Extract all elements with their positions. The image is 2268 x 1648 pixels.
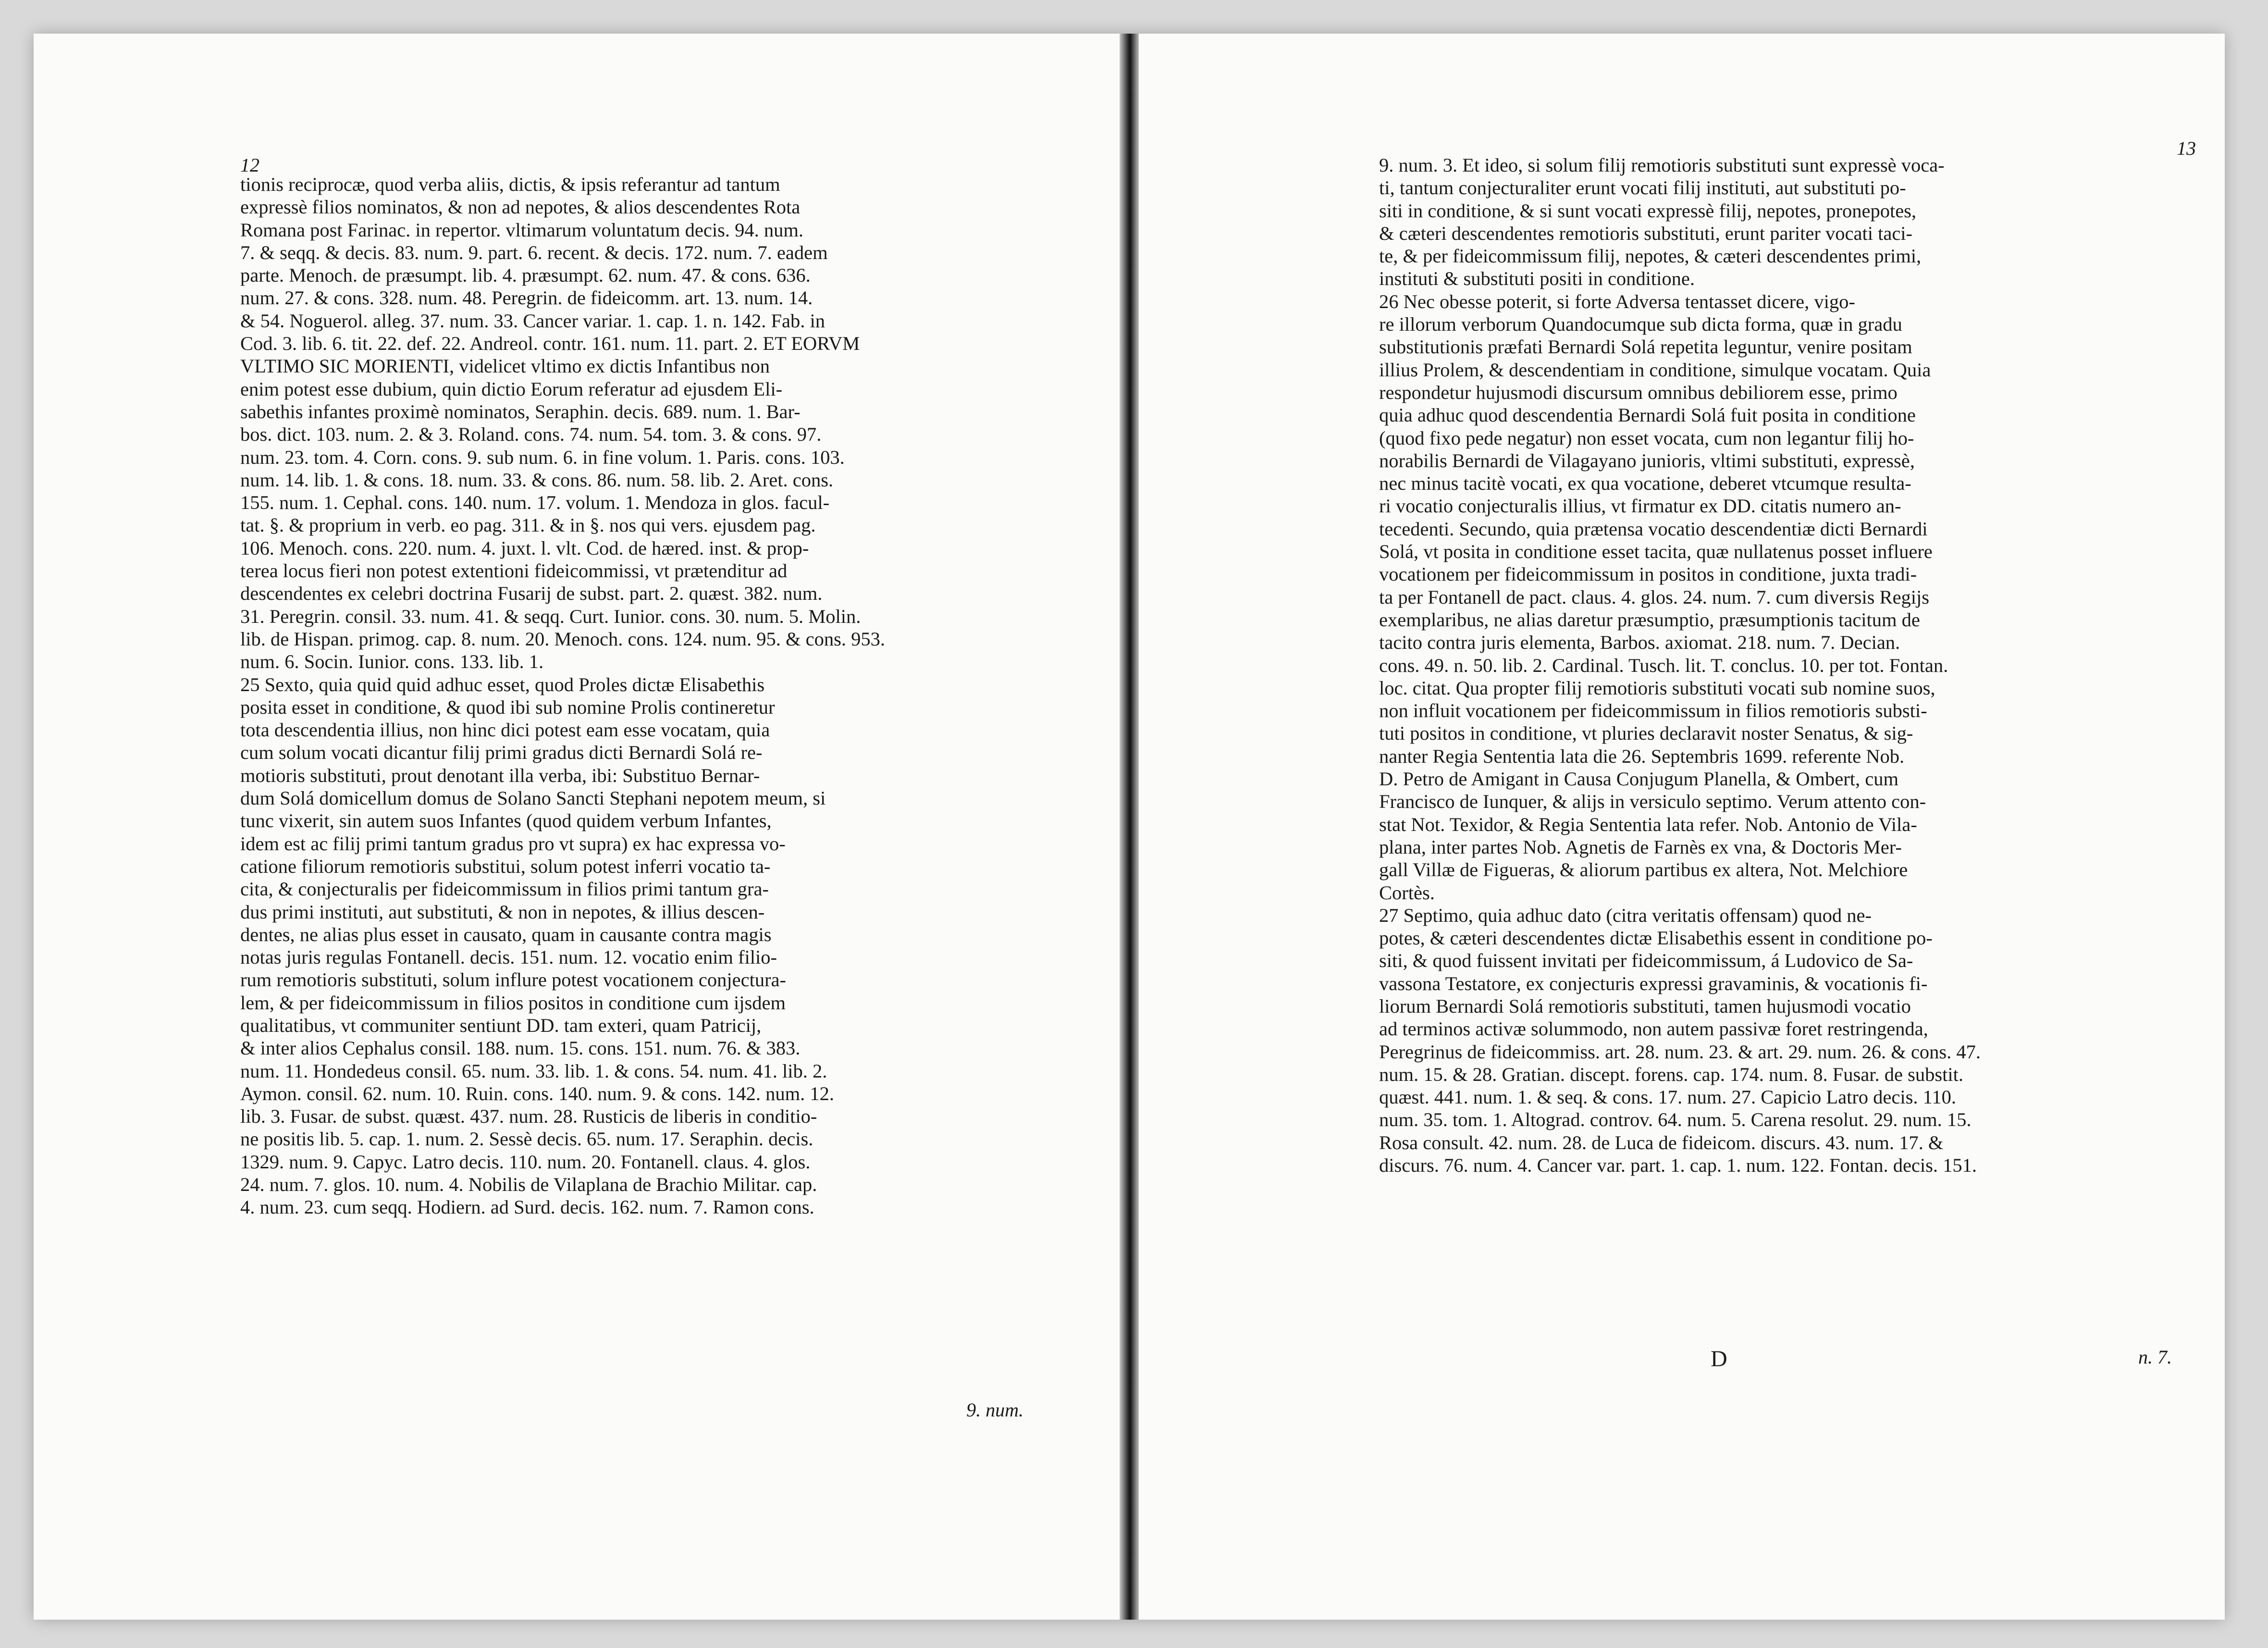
- text-line: 155. num. 1. Cephal. cons. 140. num. 17. volum. 1. Mendoza in glos. facul-: [240, 492, 830, 514]
- text-line: Cod. 3. lib. 6. tit. 22. def. 22. Andreol. contr. 161. num. 11. part. 2. ET EORVM: [240, 333, 860, 355]
- text-line: vocationem per fideicommissum in positos in conditione, juxta tradi-: [1379, 563, 1917, 585]
- text-line: Francisco de Iunquer, & alijs in versiculo septimo. Verum attento con-: [1379, 791, 1926, 813]
- text-line: illius Prolem, & descendentiam in conditione, simulque vocatam. Quia: [1379, 359, 1931, 381]
- text-line: ne positis lib. 5. cap. 1. num. 2. Sessè decis. 65. num. 17. Seraphin. decis.: [240, 1128, 814, 1150]
- text-line: & cæteri descendentes remotioris substituti, erunt pariter vocati taci-: [1379, 222, 1913, 244]
- text-line: liorum Bernardi Solá remotioris substituti, tamen hujusmodi vocatio: [1379, 995, 1911, 1017]
- text-line: num. 27. & cons. 328. num. 48. Peregrin. de fideicomm. art. 13. num. 14.: [240, 287, 813, 309]
- text-line: cum solum vocati dicantur filij primi gradus dicti Bernardi Solá re-: [240, 742, 763, 764]
- text-line: discurs. 76. num. 4. Cancer var. part. 1. cap. 1. num. 122. Fontan. decis. 151.: [1379, 1154, 1977, 1177]
- text-line: te, & per fideicommissum filij, nepotes, & cæteri descendentes primi,: [1379, 245, 1922, 267]
- right-page: [1139, 34, 2225, 1620]
- text-line: Romana post Farinac. in repertor. vltimarum voluntatum decis. 94. num.: [240, 219, 804, 241]
- text-line: loc. citat. Qua propter filij remotioris substituti vocati sub nomine suos,: [1379, 677, 1935, 699]
- text-line: posita esset in conditione, & quod ibi sub nomine Prolis contineretur: [240, 696, 775, 718]
- text-line: descendentes ex celebri doctrina Fusarij de subst. part. 2. quæst. 382. num.: [240, 582, 823, 605]
- text-line: vassona Testatore, ex conjecturis expressi gravaminis, & vocationis fi-: [1379, 972, 1928, 994]
- text-line: instituti & substituti positi in conditione.: [1379, 268, 1695, 290]
- text-line: cons. 49. n. 50. lib. 2. Cardinal. Tusch. lit. T. conclus. 10. per tot. Fontan.: [1379, 654, 1948, 676]
- text-line: 25 Sexto, quia quid quid adhuc esset, quod Proles dictæ Elisabethis: [240, 673, 765, 695]
- text-line: siti, & quod fuissent invitati per fideicommissum, á Ludovico de Sa-: [1379, 950, 1913, 972]
- text-line: num. 14. lib. 1. & cons. 18. num. 33. & cons. 86. num. 58. lib. 2. Aret. cons.: [240, 469, 834, 491]
- text-line: 26 Nec obesse poterit, si forte Adversa tentasset dicere, vigo-: [1379, 290, 1855, 312]
- text-line: tat. §. & proprium in verb. eo pag. 311. & in §. nos qui vers. ejusdem pag.: [240, 514, 816, 536]
- text-line: 9. num. 3. Et ideo, si solum filij remotioris substituti sunt expressè voca-: [1379, 154, 1945, 176]
- text-line: ti, tantum conjecturaliter erunt vocati filij instituti, aut substituti po-: [1379, 177, 1906, 199]
- text-line: tota descendentia illius, non hinc dici potest eam esse vocatam, quia: [240, 719, 770, 741]
- text-line: non influit vocationem per fideicommissum in filios remotioris substi-: [1379, 700, 1927, 722]
- catchword: n. 7.: [2138, 1346, 2172, 1368]
- text-line: dentes, ne alias plus esset in causato, quam in causante contra magis: [240, 923, 772, 945]
- page-number: 13: [2177, 137, 2196, 159]
- left-page-text: [240, 173, 1009, 1219]
- text-line: 27 Septimo, quia adhuc dato (citra veritatis offensam) quod ne-: [1379, 904, 1872, 926]
- book-spread: [34, 34, 2225, 1620]
- text-line: bos. dict. 103. num. 2. & 3. Roland. cons. 74. num. 54. tom. 3. & cons. 97.: [240, 423, 822, 446]
- left-page: [34, 34, 1120, 1620]
- text-line: Rosa consult. 42. num. 28. de Luca de fideicom. discurs. 43. num. 17. &: [1379, 1131, 1944, 1153]
- text-line: cita, & conjecturalis per fideicommissum in filios primi tantum gra-: [240, 878, 769, 900]
- text-line: tunc vixerit, sin autem suos Infantes (quod quidem verbum Infantes,: [240, 810, 772, 832]
- text-line: tecedenti. Secundo, quia prætensa vocatio descendentiæ dicti Bernardi: [1379, 518, 1928, 540]
- text-line: Aymon. consil. 62. num. 10. Ruin. cons. 140. num. 9. & cons. 142. num. 12.: [240, 1082, 835, 1104]
- text-line: Solá, vt posita in conditione esset tacita, quæ nullatenus posset influere: [1379, 541, 1933, 563]
- book-gutter: [1120, 34, 1139, 1620]
- text-line: lib. de Hispan. primog. cap. 8. num. 20. Menoch. cons. 124. num. 95. & cons. 953.: [240, 628, 885, 650]
- text-line: dus primi instituti, aut substituti, & non in nepotes, & illius descen-: [240, 901, 765, 923]
- text-line: rum remotioris substituti, solum influre potest vocationem conjectura-: [240, 969, 787, 991]
- text-line: 1329. num. 9. Capyc. Latro decis. 110. num. 20. Fontanell. claus. 4. glos.: [240, 1151, 811, 1173]
- text-line: num. 35. tom. 1. Altograd. controv. 64. num. 5. Carena resolut. 29. num. 15.: [1379, 1109, 1972, 1131]
- text-line: Cortès.: [1379, 881, 1435, 904]
- text-line: 106. Menoch. cons. 220. num. 4. juxt. l. vlt. Cod. de hæred. inst. & prop-: [240, 537, 809, 559]
- text-line: qualitatibus, vt communiter sentiunt DD. tam exteri, quam Patricij,: [240, 1014, 762, 1036]
- text-line: num. 15. & 28. Gratian. discept. forens. cap. 174. num. 8. Fusar. de substit.: [1379, 1063, 1963, 1085]
- text-line: dum Solá domicellum domus de Solano Sancti Stephani nepotem meum, si: [240, 787, 826, 809]
- text-line: nec minus tacitè vocati, ex qua vocatione, deberet vtcumque resulta-: [1379, 472, 1911, 495]
- text-line: & 54. Noguerol. alleg. 37. num. 33. Cancer variar. 1. cap. 1. n. 142. Fab. in: [240, 310, 825, 332]
- text-line: stat Not. Texidor, & Regia Sententia lata refer. Nob. Antonio de Vila-: [1379, 813, 1917, 835]
- text-line: num. 11. Hondedeus consil. 65. num. 33. lib. 1. & cons. 54. num. 41. lib. 2.: [240, 1060, 827, 1082]
- page-number: 12: [240, 154, 259, 176]
- text-line: VLTIMO SIC MORIENTI, videlicet vltimo ex dictis Infantibus non: [240, 355, 770, 377]
- text-line: plana, inter partes Nob. Agnetis de Farnès ex vna, & Doctoris Mer-: [1379, 836, 1902, 858]
- text-line: quia adhuc quod descendentia Bernardi Solá fuit posita in conditione: [1379, 404, 1916, 426]
- text-line: tacito contra juris elementa, Barbos. axiomat. 218. num. 7. Decian.: [1379, 632, 1900, 654]
- text-line: 4. num. 23. cum seqq. Hodiern. ad Surd. decis. 162. num. 7. Ramon cons.: [240, 1196, 814, 1218]
- text-line: ri vocatio conjecturalis illius, vt firmatur ex DD. citatis numero an-: [1379, 495, 1901, 517]
- text-line: ad terminos activæ solummodo, non autem passivæ foret restringenda,: [1379, 1018, 1928, 1040]
- text-line: terea locus fieri non potest extentioni fideicommissi, vt prætenditur ad: [240, 560, 788, 582]
- text-line: respondetur hujusmodi discursum omnibus debiliorem esse, primo: [1379, 381, 1898, 403]
- text-line: & inter alios Cephalus consil. 188. num. 15. cons. 151. num. 76. & 383.: [240, 1037, 801, 1059]
- text-line: exemplaribus, ne alias daretur præsumptio, præsumptionis tacitum de: [1379, 608, 1920, 631]
- text-line: 24. num. 7. glos. 10. num. 4. Nobilis de Vilaplana de Brachio Militar. cap.: [240, 1174, 817, 1196]
- text-line: D. Petro de Amigant in Causa Conjugum Planella, & Ombert, cum: [1379, 768, 1898, 790]
- text-line: tuti positos in conditione, vt pluries declaravit noster Senatus, & sig-: [1379, 722, 1913, 744]
- text-line: norabilis Bernardi de Vilagayano junioris, vltimi substituti, expressè,: [1379, 449, 1915, 471]
- text-line: substitutionis præfati Bernardi Solá repetita leguntur, venire positam: [1379, 336, 1912, 358]
- text-line: lem, & per fideicommissum in filios positos in conditione cum ijsdem: [240, 991, 786, 1014]
- text-line: nanter Regia Sententia lata die 26. Septembris 1699. referente Nob.: [1379, 745, 1905, 767]
- right-page-text: [1379, 154, 2172, 1177]
- text-line: catione filiorum remotioris substitui, solum potest inferri vocatio ta-: [240, 855, 771, 877]
- text-line: num. 6. Socin. Iunior. cons. 133. lib. 1.: [240, 651, 544, 673]
- text-line: 7. & seqq. & decis. 83. num. 9. part. 6. recent. & decis. 172. num. 7. eadem: [240, 241, 828, 263]
- text-line: notas juris regulas Fontanell. decis. 151. num. 12. vocatio enim filio-: [240, 946, 777, 968]
- text-line: num. 23. tom. 4. Corn. cons. 9. sub num. 6. in fine volum. 1. Paris. cons. 103.: [240, 446, 845, 468]
- text-line: Peregrinus de fideicommiss. art. 28. num. 23. & art. 29. num. 26. & cons. 47.: [1379, 1041, 1981, 1063]
- text-line: parte. Menoch. de præsumpt. lib. 4. præsumpt. 62. num. 47. & cons. 636.: [240, 264, 811, 286]
- text-line: re illorum verborum Quandocumque sub dicta forma, quæ in gradu: [1379, 313, 1902, 335]
- text-line: motioris substituti, prout denotant illa verba, ibi: Substituo Bernar-: [240, 764, 760, 786]
- text-line: tionis reciprocæ, quod verba aliis, dictis, & ipsis referantur ad tantum: [240, 173, 780, 195]
- text-line: ta per Fontanell de pact. claus. 4. glos. 24. num. 7. cum diversis Regijs: [1379, 586, 1930, 608]
- catchword: 9. num.: [966, 1399, 1023, 1421]
- text-line: sabethis infantes proximè nominatos, Seraphin. decis. 689. num. 1. Bar-: [240, 400, 801, 422]
- text-line: (quod fixo pede negatur) non esset vocata, cum non legantur filij ho-: [1379, 427, 1914, 449]
- signature-mark: D: [1711, 1346, 1727, 1372]
- text-line: quæst. 441. num. 1. & seq. & cons. 17. num. 27. Capicio Latro decis. 110.: [1379, 1086, 1957, 1108]
- text-line: idem est ac filij primi tantum gradus pro vt supra) ex hac expressa vo-: [240, 832, 786, 855]
- text-line: lib. 3. Fusar. de subst. quæst. 437. num. 28. Rusticis de liberis in conditio-: [240, 1105, 817, 1128]
- page-footer: [1379, 1346, 2172, 1375]
- text-line: expressè filios nominatos, & non ad nepotes, & alios descendentes Rota: [240, 196, 801, 218]
- text-line: enim potest esse dubium, quin dictio Eorum referatur ad ejusdem Eli-: [240, 378, 783, 400]
- text-line: siti in conditione, & si sunt vocati expressè filij, nepotes, pronepotes,: [1379, 199, 1917, 222]
- text-line: 31. Peregrin. consil. 33. num. 41. & seqq. Curt. Iunior. cons. 30. num. 5. Molin.: [240, 605, 861, 627]
- text-line: potes, & cæteri descendentes dictæ Elisabethis essent in conditione po-: [1379, 927, 1933, 949]
- text-line: gall Villæ de Figueras, & aliorum partibus ex altera, Not. Melchiore: [1379, 859, 1908, 881]
